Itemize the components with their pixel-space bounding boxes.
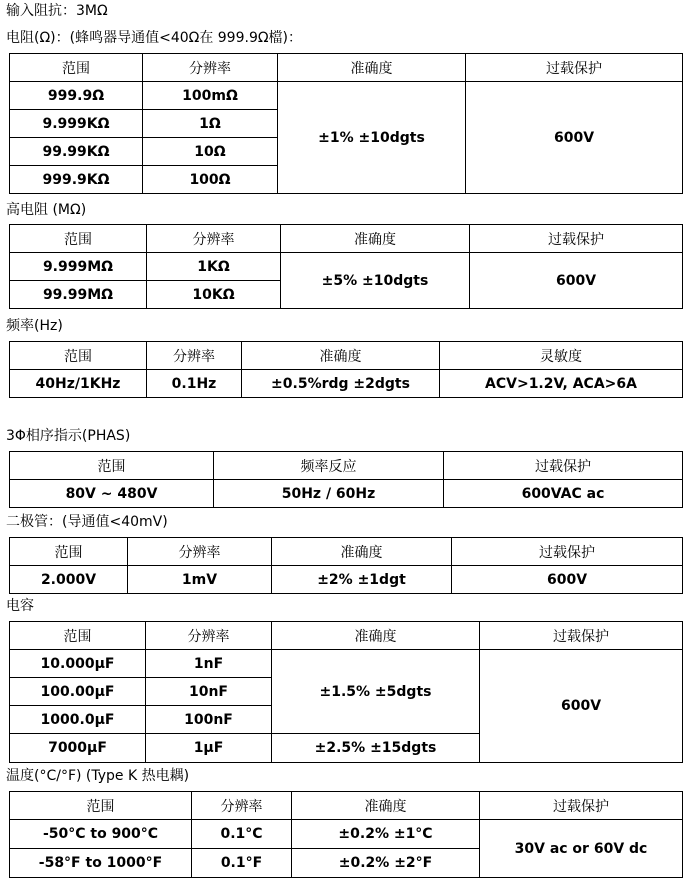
header-accuracy: 准确度 — [272, 622, 480, 650]
table-header-row — [10, 452, 683, 480]
resolution-cell: 100Ω — [143, 166, 278, 194]
overload-cell: 600V — [470, 253, 683, 309]
header-accuracy: 准确度 — [272, 538, 452, 566]
table-row — [10, 253, 683, 281]
header-overload: 过载保护 — [444, 452, 683, 480]
accuracy-cell: ±2.5% ±15dgts — [272, 734, 480, 763]
header-overload: 过载保护 — [480, 792, 683, 820]
range-cell: 9.999KΩ — [10, 110, 143, 138]
resolution-cell: 1μF — [146, 734, 272, 763]
range-cell: 99.99KΩ — [10, 138, 143, 166]
accuracy-cell: ±0.2% ±2°F — [292, 849, 480, 878]
resistance-table — [9, 53, 683, 194]
resolution-cell: 0.1°C — [192, 820, 292, 849]
overload-cell: 600V — [452, 566, 683, 594]
header-range: 范围 — [10, 622, 146, 650]
header-range: 范围 — [10, 792, 192, 820]
header-overload: 过载保护 — [470, 225, 683, 253]
capacitance-title: 电容 — [6, 598, 34, 614]
resolution-cell: 1nF — [146, 650, 272, 678]
resolution-cell: 10Ω — [143, 138, 278, 166]
accuracy-cell: ±1% ±10dgts — [278, 82, 466, 194]
overload-cell: 600VAC ac — [444, 480, 683, 508]
frequency-table — [9, 341, 683, 398]
table-row — [10, 566, 683, 594]
frequency-response-cell: 50Hz / 60Hz — [214, 480, 444, 508]
accuracy-cell: ±0.2% ±1°C — [292, 820, 480, 849]
range-cell: 9.999MΩ — [10, 253, 147, 281]
range-cell: -50°C to 900°C — [10, 820, 192, 849]
header-accuracy: 准确度 — [281, 225, 470, 253]
frequency-title: 频率(Hz) — [6, 318, 63, 334]
temperature-title: 温度(°C/°F) (Type K 热电耦) — [6, 768, 190, 784]
resolution-cell: 1KΩ — [147, 253, 281, 281]
temperature-table — [9, 791, 683, 878]
header-overload: 过载保护 — [452, 538, 683, 566]
range-cell: 999.9KΩ — [10, 166, 143, 194]
range-cell: 80V ~ 480V — [10, 480, 214, 508]
accuracy-cell: ±1.5% ±5dgts — [272, 650, 480, 734]
table-row — [10, 650, 683, 678]
table-row — [10, 480, 683, 508]
resolution-cell: 1Ω — [143, 110, 278, 138]
accuracy-cell: ±2% ±1dgt — [272, 566, 452, 594]
table-row — [10, 370, 683, 398]
header-accuracy: 准确度 — [278, 54, 466, 82]
header-range: 范围 — [10, 452, 214, 480]
range-cell: 100.00μF — [10, 678, 146, 706]
range-cell: 10.000μF — [10, 650, 146, 678]
accuracy-cell: ±0.5%rdg ±2dgts — [242, 370, 440, 398]
header-resolution: 分辨率 — [147, 225, 281, 253]
range-cell: 7000μF — [10, 734, 146, 763]
table-row — [10, 82, 683, 110]
overload-cell: 30V ac or 60V dc — [480, 820, 683, 878]
table-header-row — [10, 792, 683, 820]
resolution-cell: 0.1°F — [192, 849, 292, 878]
resolution-cell: 10nF — [146, 678, 272, 706]
range-cell: 999.9Ω — [10, 82, 143, 110]
table-header-row — [10, 622, 683, 650]
header-range: 范围 — [10, 225, 147, 253]
table-header-row — [10, 538, 683, 566]
overload-cell: 600V — [480, 650, 683, 763]
resistance-title: 电阻(Ω)：(蜂鸣器导通值<40Ω在 999.9Ω檔)： — [6, 30, 303, 46]
header-accuracy: 准确度 — [292, 792, 480, 820]
resolution-cell: 0.1Hz — [147, 370, 242, 398]
diode-title: 二极管：(导通值<40mV) — [6, 514, 168, 530]
header-resolution: 分辨率 — [192, 792, 292, 820]
phase-table — [9, 451, 683, 508]
range-cell: -58°F to 1000°F — [10, 849, 192, 878]
resolution-cell: 1mV — [128, 566, 272, 594]
overload-cell: 600V — [466, 82, 683, 194]
header-sensitivity: 灵敏度 — [440, 342, 683, 370]
range-cell: 2.000V — [10, 566, 128, 594]
header-range: 范围 — [10, 342, 147, 370]
accuracy-cell: ±5% ±10dgts — [281, 253, 470, 309]
header-resolution: 分辨率 — [128, 538, 272, 566]
range-cell: 40Hz/1KHz — [10, 370, 147, 398]
diode-table — [9, 537, 683, 594]
header-resolution: 分辨率 — [147, 342, 242, 370]
resolution-cell: 10KΩ — [147, 281, 281, 309]
table-header-row — [10, 342, 683, 370]
table-header-row — [10, 225, 683, 253]
resolution-cell: 100mΩ — [143, 82, 278, 110]
table-row — [10, 820, 683, 849]
header-range: 范围 — [10, 538, 128, 566]
header-range: 范围 — [10, 54, 143, 82]
input-impedance-text: 输入阻抗：3MΩ — [6, 3, 108, 19]
phase-title: 3Φ相序指示(PHAS) — [6, 428, 131, 444]
header-resolution: 分辨率 — [143, 54, 278, 82]
header-accuracy: 准确度 — [242, 342, 440, 370]
range-cell: 99.99MΩ — [10, 281, 147, 309]
table-header-row — [10, 54, 683, 82]
header-overload: 过载保护 — [480, 622, 683, 650]
resolution-cell: 100nF — [146, 706, 272, 734]
high-resistance-table — [9, 224, 683, 309]
header-overload: 过载保护 — [466, 54, 683, 82]
range-cell: 1000.0μF — [10, 706, 146, 734]
high-resistance-title: 高电阻 (MΩ) — [6, 202, 87, 218]
header-resolution: 分辨率 — [146, 622, 272, 650]
capacitance-table — [9, 621, 683, 763]
header-frequency-response: 频率反应 — [214, 452, 444, 480]
sensitivity-cell: ACV>1.2V, ACA>6A — [440, 370, 683, 398]
